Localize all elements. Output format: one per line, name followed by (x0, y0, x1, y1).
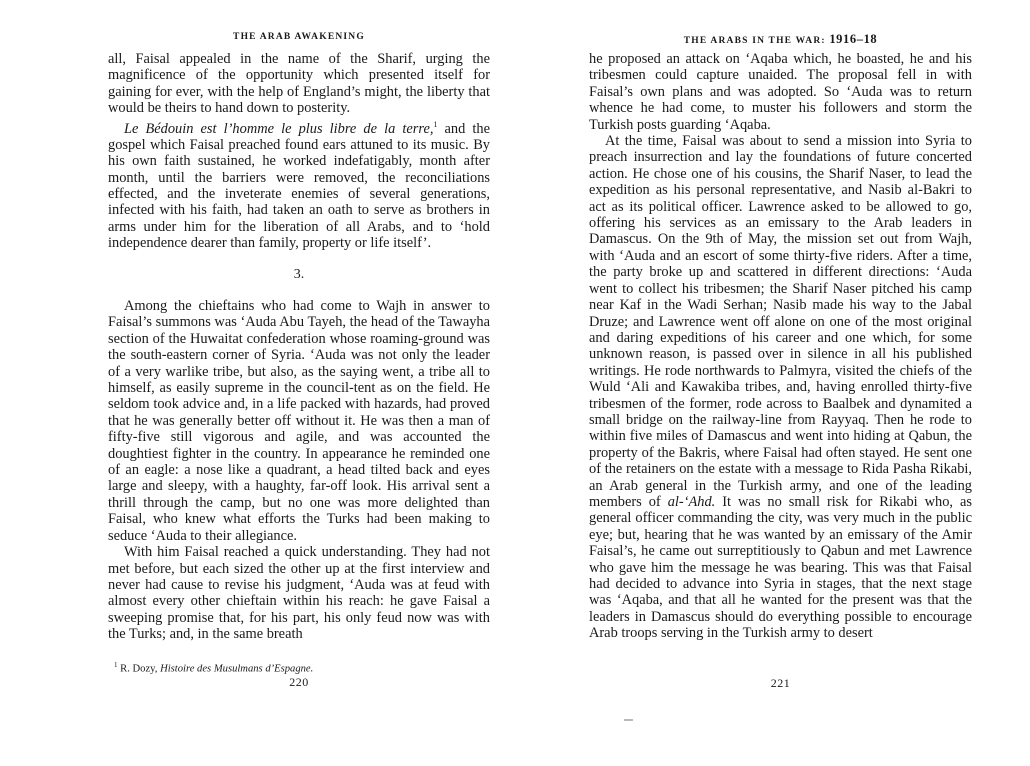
running-head-title: THE ARABS IN THE WAR: (683, 36, 830, 46)
footnote-mark: 1 (114, 661, 118, 669)
running-head-years: 1916–18 (829, 32, 878, 46)
left-page (108, 0, 490, 766)
left-bottom-text (108, 298, 490, 643)
right-main-text (589, 51, 972, 642)
paragraph: With him Faisal reached a quick understanding. They had not met before, but each sized the other up at the first interview and never had cause to revise his judgment, ‘Auda was at feud with almost every other chieftain within his reach: he gave Faisal a sweeping promise that, for his part, his only feud now was with the Turks; and, in the same breath (108, 544, 490, 643)
right-page (589, 0, 972, 766)
running-head-left: THE ARAB AWAKENING (233, 32, 365, 42)
left-top-text (108, 51, 490, 252)
italic-quote: Le Bédouin est l’homme le plus libre de la terre, (124, 120, 434, 137)
paragraph: all, Faisal appealed in the name of the Sharif, urging the magnificence of the opportunity which presented itself for gaining for ever, with the help of England’s might, the liberty that would be theirs to hand down to posterity. (108, 51, 490, 117)
paragraph (589, 133, 972, 642)
paragraph: Among the chieftains who had come to Wajh in answer to Faisal’s summons was ‘Auda Abu Tayeh, the head of the Tawayha section of the Huwaitat confederation whose roaming-ground was the south-eastern corner of Syria. ‘Auda was not only the leader of a very warlike tribe, but also, as the saying went, a tribe all to himself, as easily supreme in the council-tent as on the field. He seldom took advice and, in a life packed with hazards, had proved that he was generally better off without it. He was then a man of fifty-five still vigorous and agile, and was accounted the doughtiest fighter in the country. In appearance he reminded one of an eagle: a nose like a quadrant, a head tilted back and eyes large and sleepy, with a haughty, far-off look. His arrival sent a thrill through the camp, but no one was more delighted than Faisal, who knew what efforts the Turks had been making to seduce ‘Auda to their allegiance. (108, 298, 490, 544)
running-head-right (589, 32, 972, 47)
section-number: 3. (293, 267, 305, 282)
paragraph-text: It was no small risk for Rikabi who, as general officer commanding the city, was very much in the public eye; but, hearing that he was wanted by an emissary of the Amir Faisal’s, he came out surreptitiously to Qabun and met Lawrence who gave him the message he was bearing. This was that Faisal had decided to advance into Syria in stages, that the next stage was ‘Aqaba, and that all he wanted for the present was that the leaders in Damascus should do everything possible to encourage Arab troops serving in the Turkish army to desert (589, 493, 972, 642)
paragraph-text: At the time, Faisal was about to send a mission into Syria to preach insurrection and lay the foundations of future concerted action. He chose one of his cousins, the Sharif Naser, to lead the expedition as his personal representative, and Nasib al-Bakri to act as its political officer. Lawrence asked to be allowed to go, offering his services as an emissary to the Arab leaders in Damascus. On the 9th of May, the mission set out from Wajh, with ‘Auda and an escort of some thirty-five riders. After a time, the party broke up and scattered in different directions: ‘Auda went to collect his tribesmen; the Sharif Naser pitched his camp near Kaf in the Wadi Serhan; Nasib made his way to the Jabal Druze; and Lawrence went off alone on one of the most original and daring expeditions of his career and one which, for some unknown reason, is passed over in silence in all his published writings. He rode northwards to Palmyra, visited the chiefs of the Wuld ‘Ali and Kawakiba tribes, and, having enrolled thirty-five tribesmen of the former, rode across to Baalbek and dynamited a small bridge on the railway-line from Rayyaq. Then he rode to within five miles of Damascus and went into hiding at Qabun, the property of the Bakris, where Faisal had often stayed. He sent one of the retainers on the estate with a message to Rida Pasha Rikabi, an Arab general in the Turkish army, and one of the leading members of (589, 133, 972, 510)
paragraph: he proposed an attack on ‘Aqaba which, he boasted, he and his tribesmen could capture unaided. The proposal fell in with Faisal’s own plans and was adopted. So ‘Auda was to return whence he had come, to muster his followers and storm the Turkish posts guarding ‘Aqaba. (589, 51, 972, 133)
paragraph-text: and the gospel which Faisal preached found ears attuned to its music. By his own faith sustained, he worked indefatigably, month after month, until the barriers were removed, the reconciliations effected, and the inveterate enemies of several generations, infected with his faith, had taken an oath to serve as brothers in arms under him for the liberation of all Arabs, and to ‘hold independence dearer than family, property or life itself’. (108, 120, 490, 252)
footnote-title: Histoire des Musulmans d’Espagne. (160, 663, 314, 675)
footnote-author: R. Dozy, (117, 663, 161, 675)
scan-mark (624, 719, 633, 721)
paragraph (108, 117, 490, 252)
footnote-ref[interactable]: 1 (433, 119, 438, 129)
italic-term: al-‘Ahd. (667, 493, 716, 510)
page-number-left: 220 (289, 675, 309, 689)
footnote (114, 659, 313, 676)
page-number-right: 221 (770, 676, 791, 690)
